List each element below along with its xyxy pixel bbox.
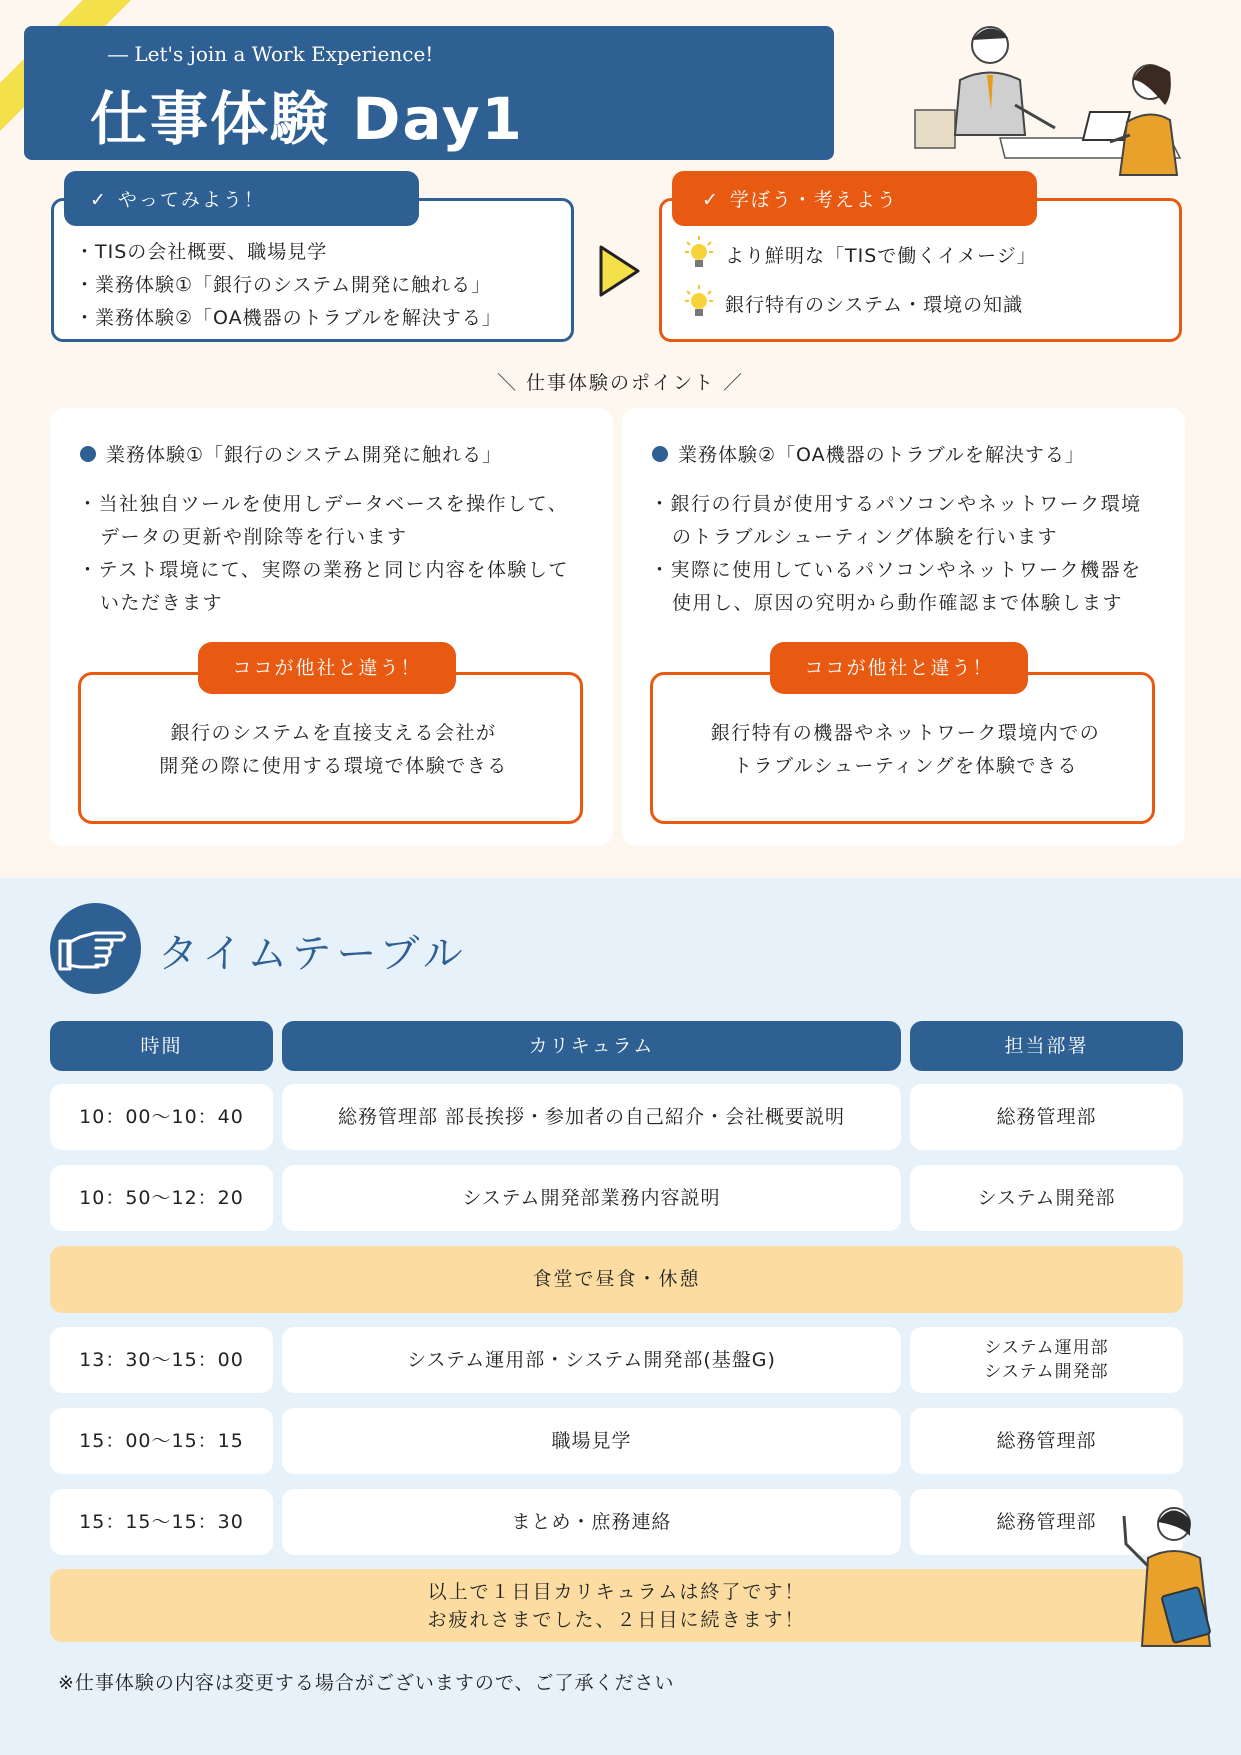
panel-body bbox=[650, 488, 1142, 620]
table-cell-department: 総務管理部 bbox=[910, 1408, 1183, 1474]
difference-line: 銀行特有の機器やネットワーク環境内での bbox=[710, 722, 1101, 744]
arrow-right-icon bbox=[598, 244, 642, 298]
table-cell-time: 10：50〜12：20 bbox=[50, 1165, 273, 1231]
difference-text bbox=[81, 717, 586, 783]
table-cell-curriculum: 総務管理部 部長挨拶・参加者の自己紹介・会社概要説明 bbox=[282, 1084, 901, 1150]
list-item: ・TISの会社概要、職場見学 bbox=[75, 241, 328, 263]
table-cell-time: 15：15〜15：30 bbox=[50, 1489, 273, 1555]
try-tab bbox=[64, 171, 419, 226]
body-line: いただきます bbox=[100, 592, 224, 614]
lightbulb-icon bbox=[685, 236, 713, 272]
pointing-hand-icon bbox=[50, 903, 141, 994]
point-panel-1 bbox=[50, 408, 613, 846]
table-header-time: 時間 bbox=[50, 1021, 273, 1071]
learn-item bbox=[685, 236, 1037, 272]
panel-title-label: 業務体験②「OA機器のトラブルを解決する」 bbox=[678, 444, 1085, 466]
difference-text bbox=[653, 717, 1158, 783]
learn-item-label: より鮮明な「TISで働くイメージ」 bbox=[725, 244, 1037, 267]
table-cell-curriculum: 職場見学 bbox=[282, 1408, 901, 1474]
end-message-line: 以上で１日目カリキュラムは終了です！ bbox=[427, 1581, 806, 1603]
footnote: ※仕事体験の内容は変更する場合がございますので、ご了承ください bbox=[58, 1672, 675, 1694]
lightbulb-icon bbox=[685, 285, 713, 321]
body-line: ・テスト環境にて、実際の業務と同じ内容を体験して bbox=[78, 559, 569, 581]
table-cell-time: 13：30〜15：00 bbox=[50, 1327, 273, 1393]
check-icon: ✓ bbox=[702, 189, 720, 211]
end-message-line: お疲れさまでした、２日目に続きます！ bbox=[427, 1609, 806, 1631]
difference-box bbox=[78, 672, 583, 824]
end-message bbox=[50, 1569, 1183, 1642]
table-header-department: 担当部署 bbox=[910, 1021, 1183, 1071]
try-list bbox=[75, 236, 502, 335]
difference-box bbox=[650, 672, 1155, 824]
learn-tab-label: 学ぼう・考えよう bbox=[729, 189, 898, 211]
difference-line: トラブルシューティングを体験できる bbox=[733, 755, 1078, 777]
department-line: システム運用部 bbox=[984, 1338, 1109, 1358]
body-line: のトラブルシューティング体験を行います bbox=[672, 526, 1058, 548]
table-cell-time: 10：00〜10：40 bbox=[50, 1084, 273, 1150]
meeting-illustration bbox=[905, 10, 1205, 185]
table-cell-time: 15：00〜15：15 bbox=[50, 1408, 273, 1474]
page-title: 仕事体験 Day1 bbox=[90, 85, 524, 153]
timetable-title: タイムテーブル bbox=[158, 931, 468, 977]
panel-body bbox=[78, 488, 569, 620]
list-item: ・業務体験①「銀行のシステム開発に触れる」 bbox=[75, 274, 492, 296]
panel-title-label: 業務体験①「銀行のシステム開発に触れる」 bbox=[106, 444, 503, 466]
difference-line: 銀行のシステムを直接支える会社が bbox=[170, 722, 497, 744]
table-header-curriculum: カリキュラム bbox=[282, 1021, 901, 1071]
difference-line: 開発の際に使用する環境で体験できる bbox=[159, 755, 508, 777]
body-line: ・当社独自ツールを使用しデータベースを操作して、 bbox=[78, 493, 569, 515]
table-cell-department: 総務管理部 bbox=[910, 1084, 1183, 1150]
panel-title bbox=[80, 440, 502, 467]
body-line: ・実際に使用しているパソコンやネットワーク機器を bbox=[650, 559, 1142, 581]
table-cell-curriculum: システム運用部・システム開発部(基盤G) bbox=[282, 1327, 901, 1393]
check-icon: ✓ bbox=[90, 189, 108, 211]
difference-tab: ココが他社と違う！ bbox=[770, 642, 1028, 694]
point-panel-2 bbox=[622, 408, 1185, 846]
table-cell-department bbox=[910, 1327, 1183, 1393]
panel-title bbox=[652, 440, 1085, 467]
page-subtitle: ― Let's join a Work Experience! bbox=[108, 42, 434, 66]
learn-item bbox=[685, 285, 1023, 321]
learn-item-label: 銀行特有のシステム・環境の知識 bbox=[725, 293, 1024, 316]
bullet-dot-icon bbox=[652, 446, 668, 462]
table-cell-department: 総務管理部 bbox=[910, 1489, 1183, 1555]
body-line: ・銀行の行員が使用するパソコンやネットワーク環境 bbox=[650, 493, 1142, 515]
table-cell-curriculum: まとめ・庶務連絡 bbox=[282, 1489, 901, 1555]
try-tab-label: やってみよう！ bbox=[117, 189, 265, 211]
list-item: ・業務体験②「OA機器のトラブルを解決する」 bbox=[75, 307, 502, 329]
body-line: 使用し、原因の究明から動作確認まで体験します bbox=[672, 592, 1124, 614]
table-cell-curriculum: システム開発部業務内容説明 bbox=[282, 1165, 901, 1231]
bullet-dot-icon bbox=[80, 446, 96, 462]
body-line: データの更新や削除等を行います bbox=[100, 526, 408, 548]
department-line: システム開発部 bbox=[984, 1362, 1109, 1382]
lunch-row: 食堂で昼食・休憩 bbox=[50, 1246, 1183, 1313]
points-heading: ＼ 仕事体験のポイント ／ bbox=[496, 372, 745, 394]
difference-tab: ココが他社と違う！ bbox=[198, 642, 456, 694]
presenter-illustration bbox=[1112, 1496, 1222, 1656]
learn-tab bbox=[672, 171, 1037, 226]
table-cell-department: システム開発部 bbox=[910, 1165, 1183, 1231]
